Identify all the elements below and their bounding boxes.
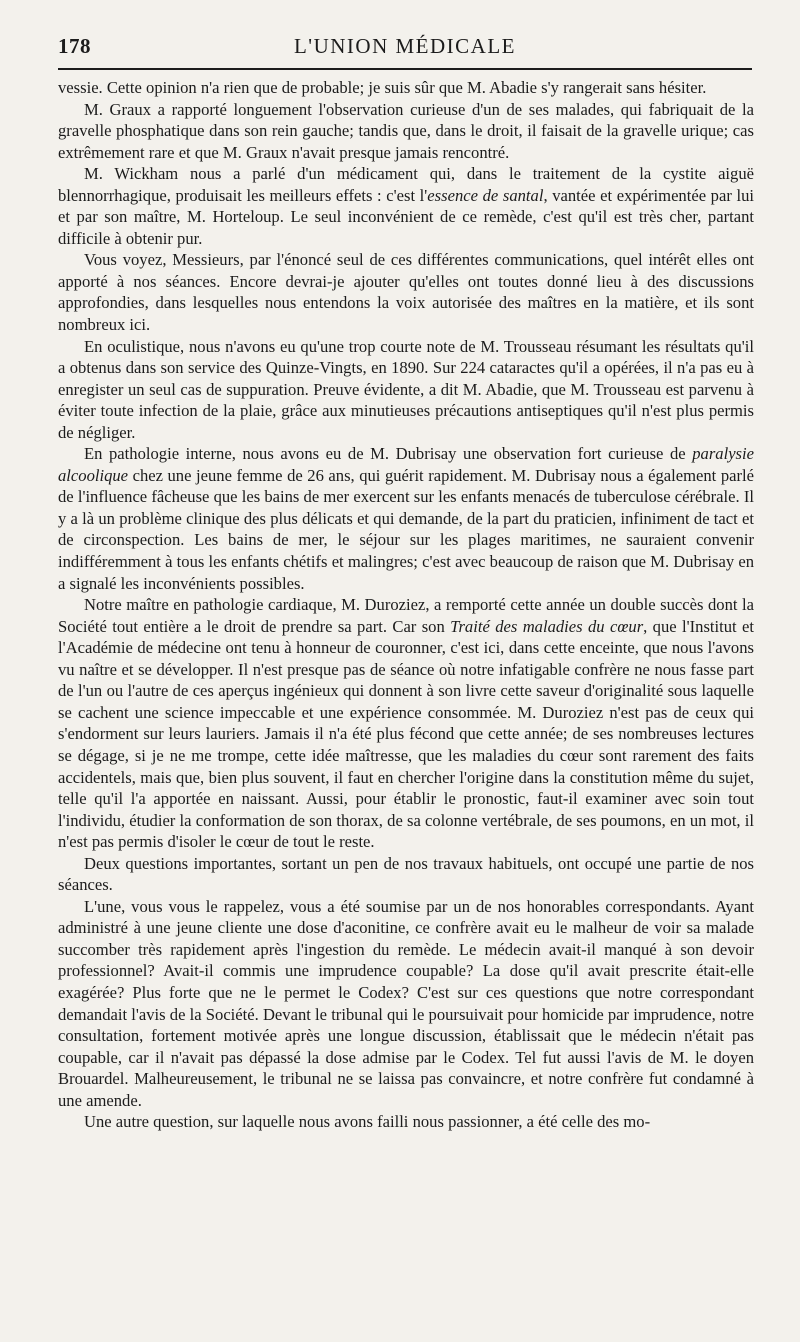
paragraph-10: Une autre question, sur laquelle nous avons failli nous passionner, a été celle des mo- bbox=[84, 1112, 651, 1132]
paragraph-7-emphasis: Traité des maladies du cœur bbox=[450, 616, 644, 636]
page-header bbox=[58, 34, 752, 64]
paragraph-7-text-a: Notre maître en pathologie cardiaque, M. Duroziez, a remporté cette année un double succès dont la Société tout entière a le droit de prendre sa part. Car son bbox=[58, 595, 754, 636]
paragraph-6-text-a: En pathologie interne, nous avons eu de M. Dubrisay une observation fort curieuse de bbox=[84, 444, 693, 464]
journal-title: L'UNION MÉDICALE bbox=[293, 34, 516, 58]
paragraph-3-text-b: , vantée et expérimentée par lui et par son maître, M. Horteloup. Le seul inconvénient de ce remède, c'est qu'il est très cher, partant difficile à obtenir pur. bbox=[58, 185, 755, 248]
paragraph-4: Vous voyez, Messieurs, par l'énoncé seul de ces différentes communications, quel intérêt elles ont apporté à nos séances. Encore devrai-je ajouter qu'elles ont toutes donné lieu à des discussions approfondies, dans lesquelles nous entendons la voix autorisée des maîtres en la matière, et ils sont nombreux ici. bbox=[58, 250, 754, 335]
paragraph-1: vessie. Cette opinion n'a rien que de probable; je suis sûr que M. Abadie s'y rangerait sans hésiter. bbox=[58, 78, 707, 97]
page-number: 178 bbox=[58, 34, 91, 58]
paragraph-5: En oculistique, nous n'avons eu qu'une trop courte note de M. Trousseau résumant les résultats qu'il a obtenus dans son service des Quinze-Vingts, en 1890. Sur 224 cataractes qu'il a opérées, il n'a pas eu à enregister un seul cas de suppuration. Preuve évidente, a dit M. Abadie, que M. Trousseau est parvenu à éviter toute infection de la plaie, grâce aux minutieuses précautions antiseptiques qu'il n'est plus permis de négliger. bbox=[58, 336, 754, 442]
paragraph-2: M. Graux a rapporté longuement l'observation curieuse d'un de ses malades, qui fabriquait de la gravelle phosphatique dans son rein gauche; tandis que, dans le droit, il faisait de la gravelle urique; cas extrêmement rare et que M. Graux n'avait presque jamais rencontré. bbox=[58, 99, 754, 162]
paragraph-8: Deux questions importantes, sortant un pen de nos travaux habituels, ont occupé une partie de nos séances. bbox=[58, 853, 754, 895]
paragraph-3 bbox=[58, 163, 754, 249]
paragraph-3-text-a: M. Wickham nous a parlé d'un médicament qui, dans le traitement de la cystite aiguë blennorrhagique, produisait les meilleurs effets : c'est l' bbox=[58, 164, 754, 205]
paragraph-6 bbox=[58, 443, 754, 594]
paragraph-9: L'une, vous vous le rappelez, vous a été soumise par un de nos honorables correspondants. Ayant administré à une jeune cliente une dose d'aconitine, ce confrère avait eu le malheur de voir sa malade succomber très rapidement après l'ingestion du remède. Le médecin avait-il manqué à son devoir professionnel? Avait-il commis une imprudence coupable? La dose qu'il avait prescrite était-elle exagérée? Plus forte que ne le permet le Codex? C'est sur ces questions que notre correspondant demandait l'avis de la Société. Devant le tribunal qui le poursuivait pour homicide par imprudence, notre consultation, fortement motivée après une longue discussion, établissait que le médecin n'était pas coupable, car il n'avait pas dépassé la dose admise par le Codex. Tel fut aussi l'avis de M. le doyen Brouardel. Malheureusement, le tribunal ne se laissa pas convaincre, et notre confrère fut condamné à une amende. bbox=[58, 896, 754, 1110]
header-rule bbox=[58, 68, 752, 70]
paragraph-7-text-b: , que l'Institut et l'Académie de médecine ont tenu à honneur de couronner, c'est ici, dans cette enceinte, que nous l'avons vu naître et se développer. Il n'est presque pas de séance où notre infatigable confrère ne nous fasse part de l'un ou l'autre de ces aperçus ingénieux qui donnent à son livre cette saveur d'originalité sous laquelle se cachent une science impeccable et une expérience consommée. M. Duroziez n'est pas de ceux qui s'endorment sur leurs lauriers. Jamais il n'a été plus fécond que cette année; de ses nombreuses lectures se dégage, si je ne me trompe, cette idée maîtresse, que les maladies du cœur sont rarement des faits accidentels, mais que, bien plus souvent, il faut en chercher l'origine dans la constitution même du sujet, telle qu'il l'a apportée en naissant. Aussi, pour établir le pronostic, faut-il examiner avec soin tout l'individu, étudier la conformation de son thorax, de sa colonne vertébrale, de ses poumons, en un mot, il n'est pas permis d'isoler le cœur de tout le reste. bbox=[58, 616, 754, 852]
paragraph-6-emphasis: paralysie alcoolique bbox=[58, 444, 754, 485]
article-body bbox=[58, 77, 754, 1133]
paragraph-7 bbox=[58, 594, 754, 853]
paragraph-3-emphasis: essence de santal bbox=[427, 185, 544, 205]
paragraph-6-text-b: chez une jeune femme de 26 ans, qui guérit rapidement. M. Dubrisay nous a également parlé de l'influence fâcheuse que les bains de mer exercent sur les enfants menacés de tuberculose cérébrale. Il y a là un problème clinique des plus délicats et qui demande, de la part du praticien, infiniment de tact et de circonspection. Les bains de mer, le séjour sur les plages maritimes, ne sauraient convenir indifféremment à tous les enfants chétifs et malingres; c'est avec beaucoup de raison que M. Dubrisay en a signalé les inconvénients possibles. bbox=[58, 465, 754, 593]
